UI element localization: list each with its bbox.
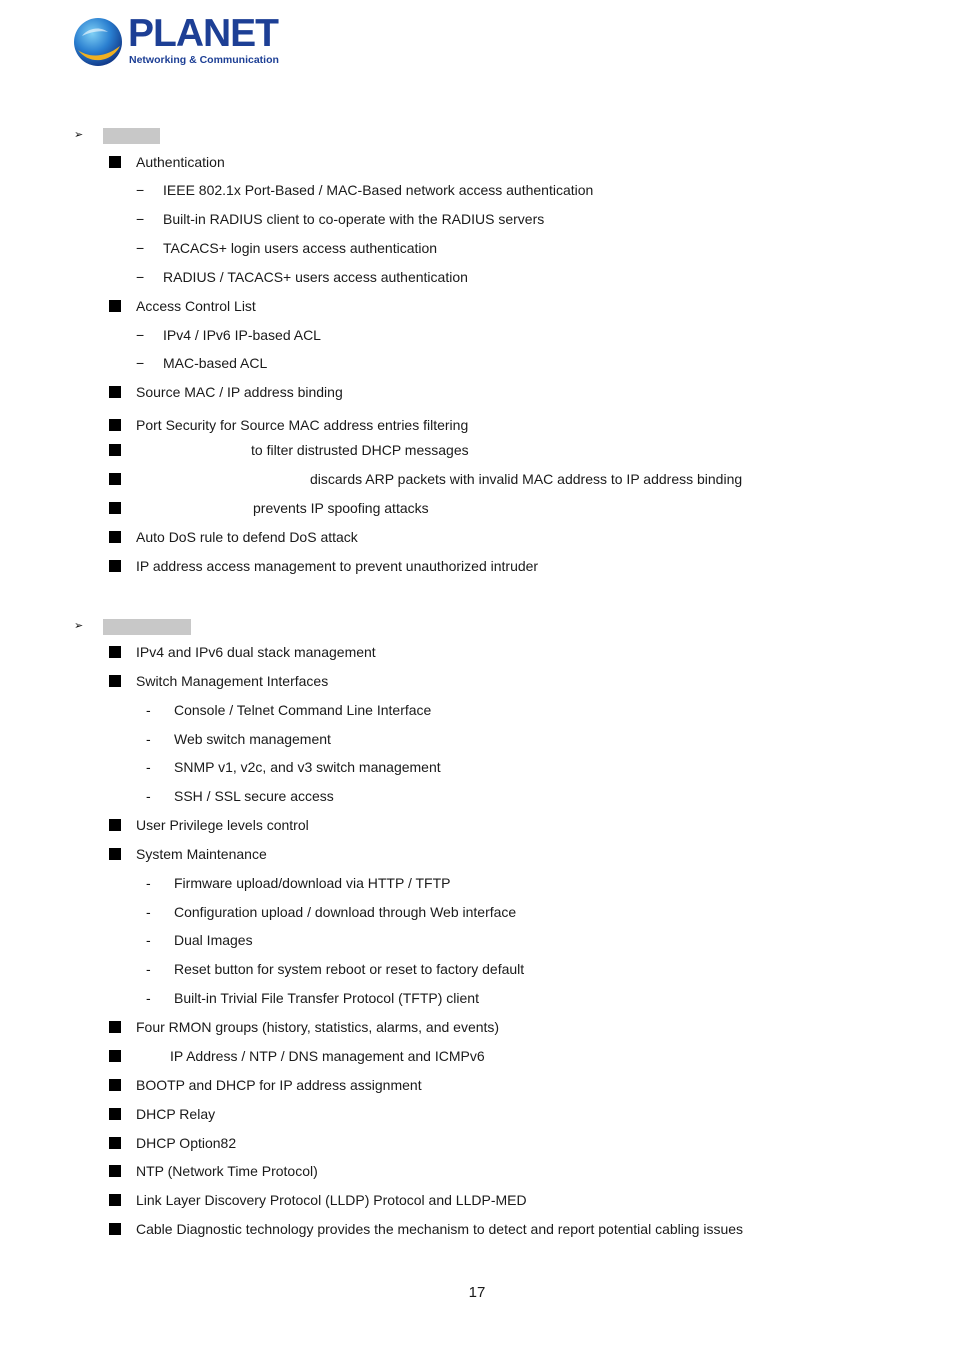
list-item-text: Switch Management Interfaces [136, 673, 329, 689]
square-bullet-icon [109, 386, 121, 398]
dash-bullet-icon: − [136, 327, 145, 343]
list-item [0, 325, 954, 345]
dash-bullet-icon: - [146, 904, 151, 920]
list-item-text: Cable Diagnostic technology provides the mechanism to detect and report potential cabling issues [136, 1221, 744, 1237]
list-item [0, 873, 954, 893]
section-arrow-icon: ➢ [74, 128, 84, 141]
list-item-text: DHCP Relay [136, 1106, 216, 1122]
globe-icon [72, 16, 124, 68]
square-bullet-icon [109, 646, 121, 658]
list-item-text: Dual Images [174, 932, 253, 948]
square-bullet-icon [109, 819, 121, 831]
list-item-text: Link Layer Discovery Protocol (LLDP) Protocol and LLDP-MED [136, 1192, 527, 1208]
list-item-text: System Maintenance [136, 846, 267, 862]
list-item-text: Authentication [136, 154, 225, 170]
page-number: 17 [468, 1284, 486, 1301]
square-bullet-icon [109, 473, 121, 485]
square-bullet-icon [109, 1050, 121, 1062]
list-item [0, 757, 954, 777]
list-item [0, 988, 954, 1008]
dash-bullet-icon: − [136, 269, 145, 285]
list-item-text: Port Security for Source MAC address entries filtering [136, 417, 469, 433]
list-item [0, 1075, 954, 1095]
list-item-text: prevents IP spoofing attacks [253, 500, 429, 516]
list-item [0, 527, 954, 547]
square-bullet-icon [109, 848, 121, 860]
square-bullet-icon [109, 156, 121, 168]
list-item-text: User Privilege levels control [136, 817, 309, 833]
list-item [0, 815, 954, 835]
list-item [0, 180, 954, 200]
square-bullet-icon [109, 1108, 121, 1120]
list-item-text: IPv4 / IPv6 IP-based ACL [163, 327, 321, 343]
list-item-text: Reset button for system reboot or reset to factory default [174, 961, 525, 977]
list-item [0, 415, 954, 435]
list-item [0, 469, 954, 489]
square-bullet-icon [109, 531, 121, 543]
list-item [0, 902, 954, 922]
dash-bullet-icon: - [146, 788, 151, 804]
square-bullet-icon [109, 300, 121, 312]
list-item [0, 959, 954, 979]
section-heading [103, 128, 160, 144]
list-item [0, 844, 954, 864]
list-item-text: TACACS+ login users access authentication [163, 240, 438, 256]
list-item-text: Configuration upload / download through Web interface [174, 904, 517, 920]
dash-bullet-icon: - [146, 759, 151, 775]
planet-logo [72, 12, 279, 71]
dash-bullet-icon: - [146, 702, 151, 718]
logo-wordmark: PLANET [128, 12, 278, 55]
list-item-text: Built-in Trivial File Transfer Protocol (TFTP) client [174, 990, 479, 1006]
list-item-text: to filter distrusted DHCP messages [251, 442, 469, 458]
list-item [0, 1219, 954, 1239]
section-arrow-icon: ➢ [74, 619, 84, 632]
list-item [0, 729, 954, 749]
list-item-text: NTP (Network Time Protocol) [136, 1163, 318, 1179]
square-bullet-icon [109, 502, 121, 514]
list-item-text: IP address access management to prevent unauthorized intruder [136, 558, 539, 574]
list-item-text: DHCP Option82 [136, 1135, 237, 1151]
square-bullet-icon [109, 419, 121, 431]
list-item [0, 556, 954, 576]
dash-bullet-icon: - [146, 731, 151, 747]
list-item-text: MAC-based ACL [163, 355, 268, 371]
dash-bullet-icon: − [136, 355, 145, 371]
square-bullet-icon [109, 1165, 121, 1177]
dash-bullet-icon: − [136, 240, 145, 256]
list-item [0, 353, 954, 373]
list-item [0, 152, 954, 172]
list-item [0, 700, 954, 720]
list-item [0, 671, 954, 691]
list-item-text: Built-in RADIUS client to co-operate with the RADIUS servers [163, 211, 545, 227]
list-item [0, 1161, 954, 1181]
list-item [0, 1190, 954, 1210]
square-bullet-icon [109, 1137, 121, 1149]
list-item-text: IP Address / NTP / DNS management and ICMPv6 [170, 1048, 485, 1064]
dash-bullet-icon: - [146, 875, 151, 891]
square-bullet-icon [109, 1021, 121, 1033]
list-item [0, 1017, 954, 1037]
list-item [0, 440, 954, 460]
logo-tagline: Networking & Communication [129, 54, 279, 66]
list-item [0, 382, 954, 402]
list-item-text: BOOTP and DHCP for IP address assignment [136, 1077, 422, 1093]
list-item-text: IPv4 and IPv6 dual stack management [136, 644, 376, 660]
list-item-text: Source MAC / IP address binding [136, 384, 343, 400]
list-item [0, 267, 954, 287]
list-item [0, 296, 954, 316]
list-item-text: SNMP v1, v2c, and v3 switch management [174, 759, 441, 775]
dash-bullet-icon: − [136, 182, 145, 198]
dash-bullet-icon: - [146, 961, 151, 977]
list-item-text: Auto DoS rule to defend DoS attack [136, 529, 358, 545]
list-item [0, 930, 954, 950]
list-item-text: Four RMON groups (history, statistics, alarms, and events) [136, 1019, 500, 1035]
list-item [0, 1046, 954, 1066]
dash-bullet-icon: - [146, 990, 151, 1006]
list-item-text: Access Control List [136, 298, 256, 314]
list-item [0, 786, 954, 806]
list-item-text: RADIUS / TACACS+ users access authentication [163, 269, 468, 285]
dash-bullet-icon: − [136, 211, 145, 227]
square-bullet-icon [109, 1223, 121, 1235]
section-heading [103, 619, 191, 635]
list-item-text: discards ARP packets with invalid MAC address to IP address binding [310, 471, 743, 487]
square-bullet-icon [109, 444, 121, 456]
list-item [0, 1133, 954, 1153]
list-item [0, 209, 954, 229]
square-bullet-icon [109, 1194, 121, 1206]
list-item-text: Console / Telnet Command Line Interface [174, 702, 432, 718]
list-item-text: Web switch management [174, 731, 331, 747]
square-bullet-icon [109, 675, 121, 687]
list-item [0, 238, 954, 258]
list-item-text: Firmware upload/download via HTTP / TFTP [174, 875, 451, 891]
square-bullet-icon [109, 1079, 121, 1091]
list-item [0, 1104, 954, 1124]
list-item [0, 498, 954, 518]
list-item [0, 642, 954, 662]
square-bullet-icon [109, 560, 121, 572]
list-item-text: SSH / SSL secure access [174, 788, 334, 804]
list-item-text: IEEE 802.1x Port-Based / MAC-Based network access authentication [163, 182, 594, 198]
dash-bullet-icon: - [146, 932, 151, 948]
